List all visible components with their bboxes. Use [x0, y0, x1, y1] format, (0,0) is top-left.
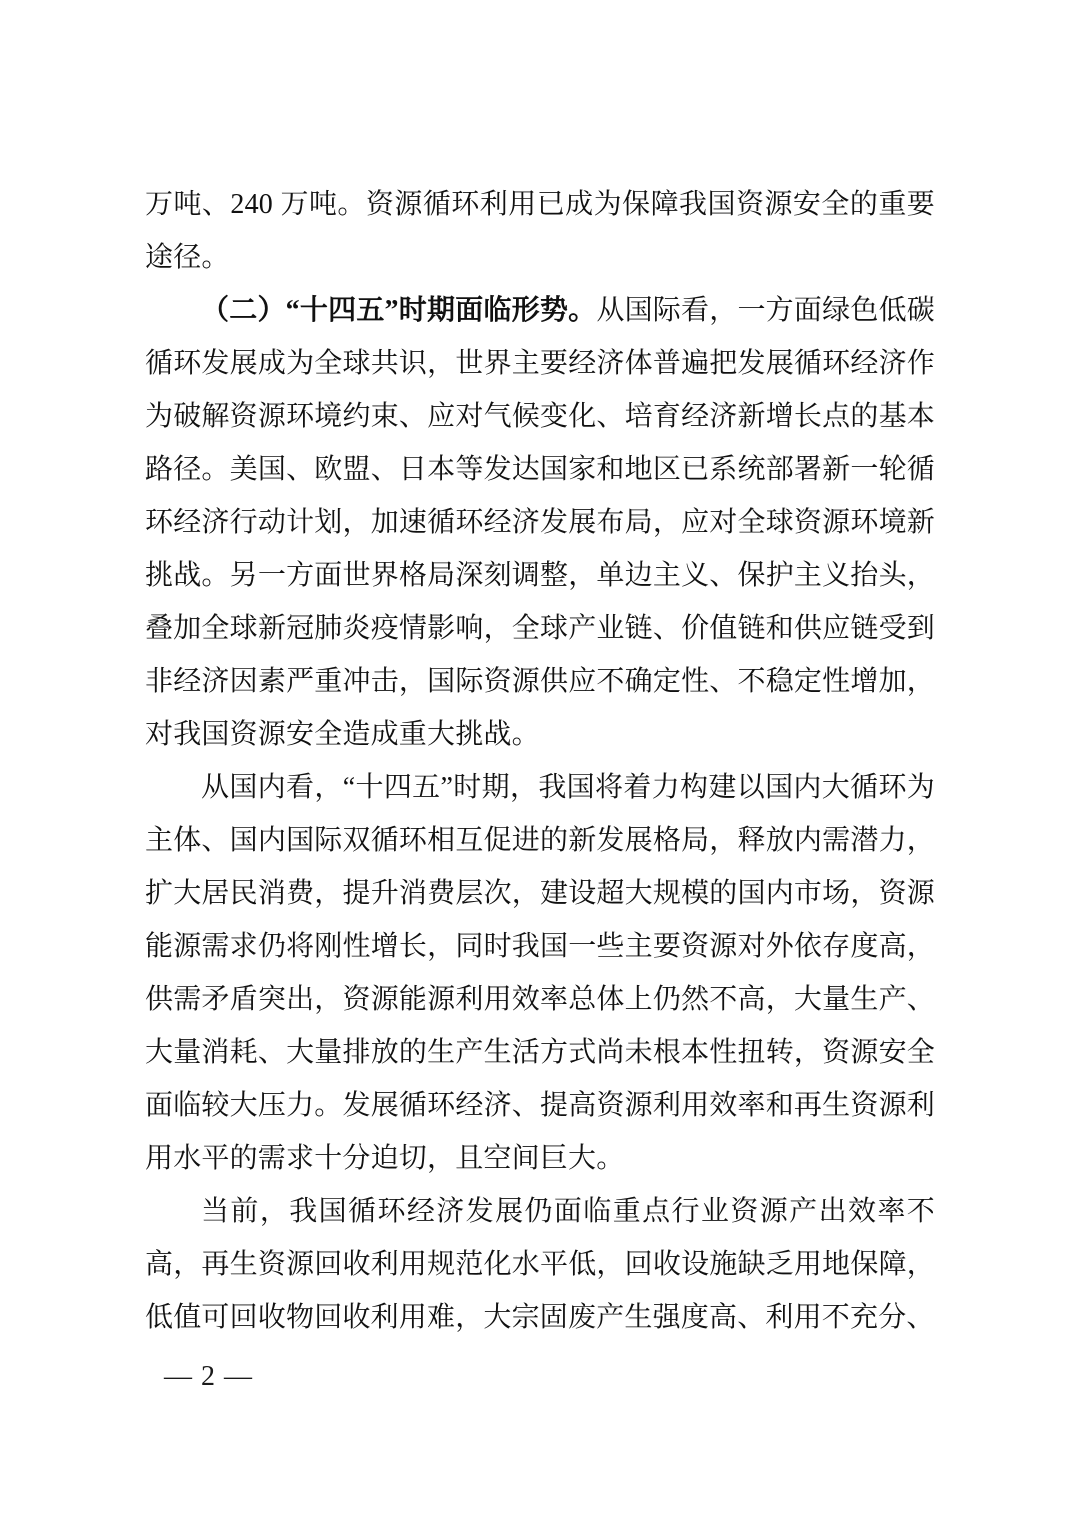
- paragraph-section-2: [145, 284, 935, 761]
- paragraph-continuation: [145, 178, 935, 284]
- page-number: — 2 —: [164, 1361, 253, 1392]
- document-content: [145, 178, 935, 1344]
- paragraph-text: 万吨、240 万吨。资源循环利用已成为保障我国资源安全的重要途径。: [145, 189, 935, 273]
- paragraph-text: 从国内看，“十四五”时期，我国将着力构建以国内大循环为主体、国内国际双循环相互促进的新发展格局，释放内需潜力，扩大居民消费，提升消费层次，建设超大规模的国内市场，资源能源需求仍将刚性增长，同时我国一些主要资源对外依存度高，供需矛盾突出，资源能源利用效率总体上仍然不高，大量生产、大量消耗、大量排放的生产生活方式尚未根本性扭转，资源安全面临较大压力。发展循环经济、提高资源利用效率和再生资源利用水平的需求十分迫切，且空间巨大。: [145, 772, 935, 1174]
- paragraph-current-issues: [145, 1185, 935, 1344]
- paragraph-domestic-view: [145, 761, 935, 1185]
- section-heading: （二）“十四五”时期面临形势。: [201, 295, 597, 326]
- paragraph-text: 从国际看，一方面绿色低碳循环发展成为全球共识，世界主要经济体普遍把发展循环经济作为破解资源环境约束、应对气候变化、培育经济新增长点的基本路径。美国、欧盟、日本等发达国家和地区已系统部署新一轮循环经济行动计划，加速循环经济发展布局，应对全球资源环境新挑战。另一方面世界格局深刻调整，单边主义、保护主义抬头，叠加全球新冠肺炎疫情影响，全球产业链、价值链和供应链受到非经济因素严重冲击，国际资源供应不确定性、不稳定性增加，对我国资源安全造成重大挑战。: [145, 295, 935, 750]
- paragraph-text: 当前，我国循环经济发展仍面临重点行业资源产出效率不高，再生资源回收利用规范化水平低，回收设施缺乏用地保障，低值可回收物回收利用难，大宗固废产生强度高、利用不充分、: [145, 1196, 935, 1333]
